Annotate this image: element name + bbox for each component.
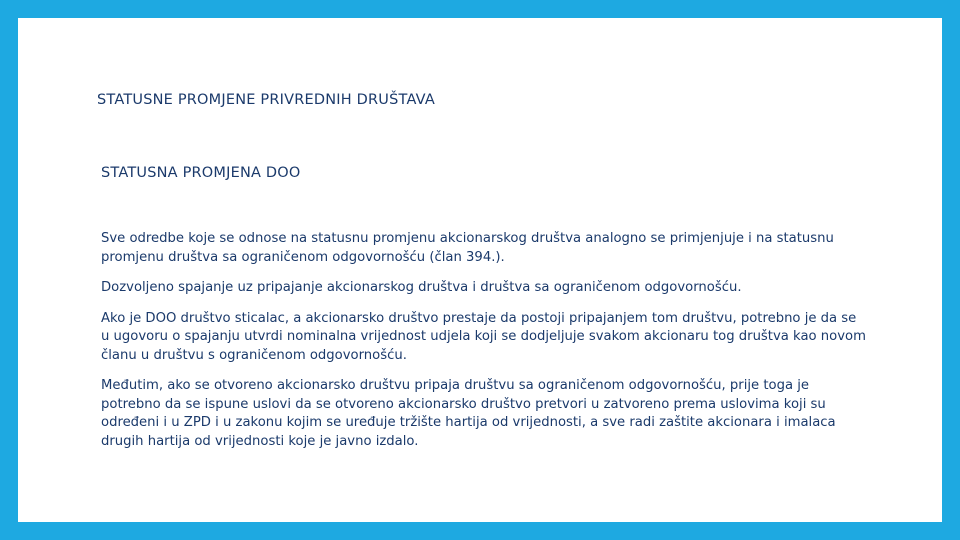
slide-title: STATUSNE PROMJENE PRIVREDNIH DRUŠTAVA [97,92,435,108]
slide-body [101,230,866,463]
body-paragraph: Dozvoljeno spajanje uz pripajanje akcionarskog društva i društva sa ograničenom odgovornošću. [101,280,742,295]
body-paragraph: Sve odredbe koje se odnose na statusnu promjenu akcionarskog društva analogno se primjenjuje i na statusnu promjenu društva sa ograničenom odgovornošću (član 394.). [101,231,834,265]
body-paragraph: Međutim, ako se otvoreno akcionarsko društvu pripaja društvu sa ograničenom odgovornošću, prije toga je potrebno da se ispune uslovi da se otvoreno akcionarsko društvo pretvori u zatvoreno prema uslovima koji su određeni i u ZPD i u zakonu kojim se uređuje tržište hartija od vrijednosti, a sve radi zaštite akcionara i imalaca drugih hartija od vrijednosti koje je javno izdalo. [101,378,836,449]
slide-canvas [18,18,942,522]
slide-subtitle: STATUSNA PROMJENA DOO [101,165,301,181]
body-paragraph: Ako je DOO društvo sticalac, a akcionarsko društvo prestaje da postoji pripajanjem tom društvu, potrebno je da se u ugovoru o spajanju utvrdi nominalna vrijednost udjela koji se dodjeljuje svakom akcionaru tog društva kao novom članu u društvu s ograničenom odgovornošću. [101,310,866,363]
